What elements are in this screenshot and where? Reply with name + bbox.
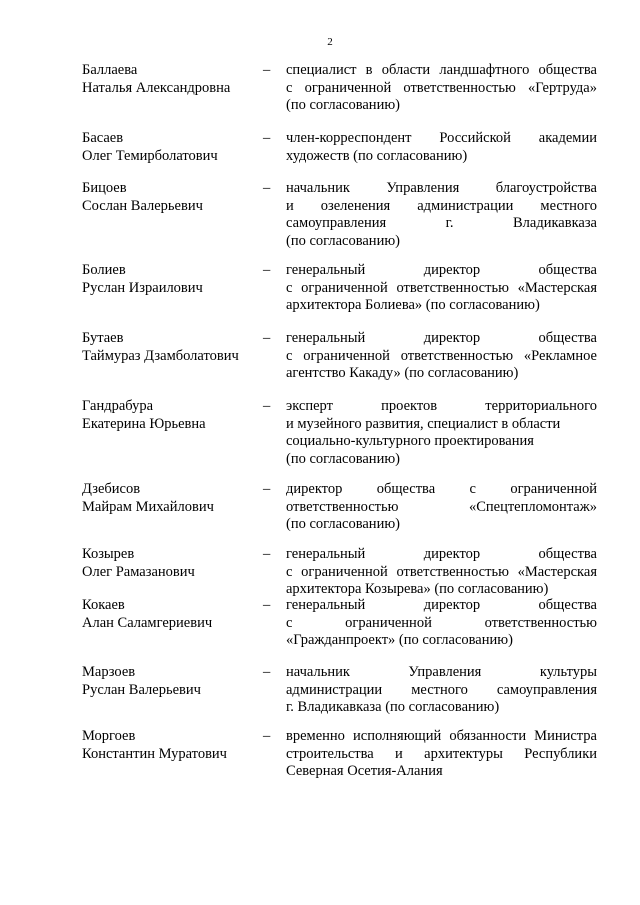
- member-dash: –: [263, 597, 271, 613]
- member-dash: –: [263, 481, 271, 497]
- member-role-line: генеральный директор общества: [286, 546, 597, 562]
- member-given-names: Константин Муратович: [82, 745, 227, 762]
- member-role-line: эксперт проектов территориального: [286, 398, 597, 414]
- member-role-line: и озеленения администрации местного: [286, 197, 597, 214]
- member-role-line: с ограниченной ответственностью «Мастерская: [286, 563, 597, 580]
- member-role-line: архитектора Козырева» (по согласованию): [286, 581, 549, 597]
- member-dash: –: [263, 664, 271, 680]
- member-role-line: генеральный директор общества: [286, 330, 597, 346]
- member-role-line: и музейного развития, специалист в области: [286, 415, 561, 432]
- member-role-line: строительства и архитектуры Республики: [286, 745, 597, 762]
- member-name: [82, 330, 252, 365]
- member-role-line: (по согласованию): [286, 450, 400, 467]
- member-role-line: архитектора Болиева» (по согласованию): [286, 297, 540, 313]
- member-role-line: начальник Управления культуры: [286, 664, 597, 680]
- member-role-line: Северная Осетия-Алания: [286, 763, 443, 779]
- member-role-line: с ограниченной ответственностью: [286, 614, 597, 631]
- member-name: [82, 262, 252, 297]
- member-name: [82, 62, 252, 97]
- member-role-line: начальник Управления благоустройства: [286, 180, 597, 196]
- member-role-line: директор общества с ограниченной: [286, 481, 597, 497]
- member-role-line: «Гражданпроект» (по согласованию): [286, 632, 513, 648]
- member-name: [82, 481, 252, 516]
- member-role: [286, 481, 597, 534]
- member-dash: –: [263, 728, 271, 744]
- member-role-line: (по согласованию): [286, 232, 400, 249]
- member-given-names: Екатерина Юрьевна: [82, 415, 206, 432]
- member-given-names: Сослан Валерьевич: [82, 197, 203, 214]
- member-role: [286, 180, 597, 250]
- member-role: [286, 330, 597, 383]
- member-surname: Моргоев: [82, 728, 136, 744]
- member-surname: Дзебисов: [82, 481, 141, 497]
- member-role-line: с ограниченной ответственностью «Гертруда»: [286, 79, 597, 96]
- member-role-line: (по согласованию): [286, 97, 400, 113]
- member-role-line: г. Владикавказа (по согласованию): [286, 699, 500, 715]
- member-role-line: ответственностью «Спецтепломонтаж»: [286, 498, 597, 515]
- member-role-line: генеральный директор общества: [286, 597, 597, 613]
- member-given-names: Руслан Валерьевич: [82, 681, 201, 698]
- member-dash: –: [263, 130, 271, 146]
- member-surname: Бутаев: [82, 330, 124, 346]
- member-role: [286, 62, 597, 115]
- member-given-names: Наталья Александровна: [82, 79, 231, 96]
- page-number: 2: [327, 36, 333, 48]
- member-role: [286, 664, 597, 717]
- member-role-line: временно исполняющий обязанности Министра: [286, 728, 597, 744]
- member-role-line: художеств (по согласованию): [286, 147, 468, 164]
- member-surname: Козырев: [82, 546, 135, 562]
- member-name: [82, 664, 252, 699]
- member-surname: Бицоев: [82, 180, 127, 196]
- member-role-line: социально-культурного проектирования: [286, 433, 534, 449]
- member-name: [82, 597, 252, 632]
- member-role: [286, 546, 597, 599]
- member-name: [82, 398, 252, 433]
- member-role: [286, 398, 597, 468]
- member-surname: Кокаев: [82, 597, 125, 613]
- member-surname: Басаев: [82, 130, 124, 146]
- member-role-line: с ограниченной ответственностью «Рекламное: [286, 347, 597, 364]
- member-name: [82, 728, 252, 763]
- member-dash: –: [263, 262, 271, 278]
- member-dash: –: [263, 330, 271, 346]
- member-given-names: Таймураз Дзамболатович: [82, 347, 239, 364]
- member-given-names: Олег Темирболатович: [82, 147, 218, 164]
- member-surname: Марзоев: [82, 664, 136, 680]
- member-role-line: специалист в области ландшафтного общества: [286, 62, 597, 78]
- member-surname: Баллаева: [82, 62, 138, 78]
- member-given-names: Алан Саламгериевич: [82, 614, 213, 631]
- member-name: [82, 130, 252, 165]
- member-role-line: (по согласованию): [286, 516, 400, 532]
- member-surname: Гандрабура: [82, 398, 154, 414]
- member-given-names: Руслан Израилович: [82, 279, 203, 296]
- member-role-line: с ограниченной ответственностью «Мастерская: [286, 279, 597, 296]
- member-role: [286, 728, 597, 781]
- member-name: [82, 546, 252, 581]
- member-role: [286, 262, 597, 315]
- member-role-line: администрации местного самоуправления: [286, 681, 597, 698]
- member-given-names: Майрам Михайлович: [82, 498, 214, 515]
- member-role-line: самоуправления г. Владикавказа: [286, 215, 597, 231]
- member-dash: –: [263, 62, 271, 78]
- member-dash: –: [263, 180, 271, 196]
- member-given-names: Олег Рамазанович: [82, 563, 195, 580]
- member-role-line: агентство Какаду» (по согласованию): [286, 365, 519, 381]
- member-role-line: генеральный директор общества: [286, 262, 597, 278]
- member-name: [82, 180, 252, 215]
- member-dash: –: [263, 398, 271, 414]
- member-dash: –: [263, 546, 271, 562]
- member-role: [286, 130, 597, 165]
- member-surname: Болиев: [82, 262, 126, 278]
- member-role-line: член-корреспондент Российской академии: [286, 130, 597, 146]
- member-role: [286, 597, 597, 650]
